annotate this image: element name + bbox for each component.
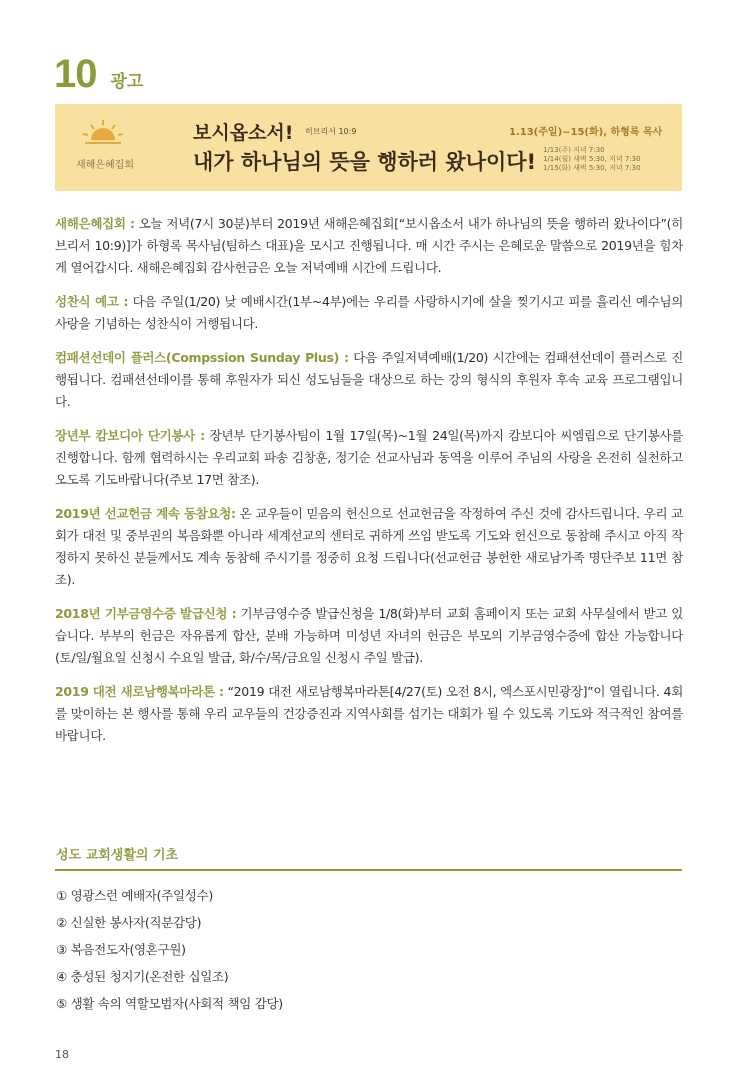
list-item: ⑤ 생활 속의 역할모범자(사회적 책임 감당) bbox=[56, 996, 283, 1011]
notice-item bbox=[55, 213, 683, 279]
notice-item bbox=[55, 503, 683, 591]
list-item: ④ 충성된 청지기(온전한 십일조) bbox=[56, 969, 229, 984]
banner-verse: 히브리서 10:9 bbox=[305, 127, 357, 136]
notice-item bbox=[55, 291, 683, 335]
revival-banner bbox=[55, 104, 682, 191]
divider bbox=[55, 869, 682, 871]
list-item: ② 신실한 봉사자(직분감당) bbox=[56, 915, 202, 930]
section-number: 10 bbox=[54, 52, 97, 96]
banner-headline-1: 보시옵소서! bbox=[193, 122, 294, 144]
section-title: 광고 bbox=[110, 72, 144, 92]
basics-title: 성도 교회생활의 기초 bbox=[56, 848, 179, 863]
list-item: ① 영광스런 예배자(주일성수) bbox=[56, 888, 213, 903]
notice-body: 장년부 단기봉사팀이 1월 17일(목)~1월 24일(목)까지 캄보디아 씨엠립으로 단기봉사를 진행합니다. 함께 협력하시는 우리교회 파송 김창훈, 정기순 선교사님과 동역을 이루어 주님의 사랑을 온전히 실천하고 오도록 기도바랍니다(주보 17면 참조). bbox=[55, 428, 683, 487]
notice-body: 다음 주일저녁예배(1/20) 시간에는 컴패션선데이 플러스로 진행됩니다. 컴패션선데이를 통해 후원자가 되신 성도님들을 대상으로 하는 강의 형식의 후원자 후속 교육 프로그램입니다. bbox=[55, 350, 683, 409]
notice-item bbox=[55, 681, 683, 747]
banner-org: 새해은혜집회 bbox=[76, 160, 134, 171]
list-item: ③ 복음전도자(영혼구원) bbox=[56, 942, 186, 957]
schedule-line: 1/15(화) 새벽 5:30, 저녁 7:30 bbox=[543, 164, 641, 172]
sunrise-icon bbox=[83, 120, 123, 148]
page-number: 18 bbox=[55, 1048, 69, 1061]
schedule-line: 1/13(주) 저녁 7:30 bbox=[543, 146, 605, 154]
basics-list bbox=[56, 882, 283, 1017]
banner-schedule bbox=[543, 146, 641, 173]
notice-body: 온 교우들이 믿음의 헌신으로 선교헌금을 작정하여 주신 것에 감사드립니다. 우리 교회가 대전 및 중부권의 복음화뿐 아니라 세계선교의 센터로 귀하게 쓰임 받도록 기도와 헌신으로 동참해 주시고 아직 작정하지 못하신 분들께서도 계속 동참해 주시기를 정중히 요청 드립니다(선교헌금 봉헌한 새로남가족 명단주보 11면 참조). bbox=[55, 506, 683, 587]
notice-item bbox=[55, 603, 683, 669]
notice-title: 컴패션선데이 플러스(Compssion Sunday Plus) : bbox=[55, 350, 349, 365]
notice-title: 2018년 기부금영수증 발급신청 : bbox=[55, 606, 237, 621]
banner-dates: 1.13(주일)~15(화), 하형록 목사 bbox=[509, 127, 663, 138]
notice-item bbox=[55, 347, 683, 413]
notice-title: 2019 대전 새로남행복마라톤 : bbox=[55, 684, 224, 699]
notice-item bbox=[55, 425, 683, 491]
notice-title: 성찬식 예고 : bbox=[55, 294, 129, 309]
notice-title: 장년부 캄보디아 단기봉사 : bbox=[55, 428, 205, 443]
notice-title: 2019년 선교헌금 계속 동참요청: bbox=[55, 506, 236, 521]
notice-title: 새해은혜집회 : bbox=[55, 216, 135, 231]
notice-body: 기부금영수증 발급신청을 1/8(화)부터 교회 홈페이지 또는 교회 사무실에서 받고 있습니다. 부부의 헌금은 자유롭게 합산, 분배 가능하며 미성년 자녀의 헌금은 부모의 기부금영수증에 합산 가능합니다(토/일/월요일 신청시 수요일 발급, 화/수/목/금요일 신청시 주일 발급). bbox=[55, 606, 683, 665]
banner-headline-2: 내가 하나님의 뜻을 행하러 왔나이다! bbox=[193, 150, 537, 174]
notice-body: 오늘 저녁(7시 30분)부터 2019년 새해은혜집회[“보시옵소서 내가 하나님의 뜻을 행하러 왔나이다”(히브리서 10:9)]가 하형록 목사님(팀하스 대표)을 모시고 진행됩니다. 매 시간 주시는 은혜로운 말씀으로 2019년을 힘차게 열어갑시다. 새해은혜집회 감사헌금은 오늘 저녁예배 시간에 드립니다. bbox=[55, 216, 683, 275]
notice-body: “2019 대전 새로남행복마라톤[4/27(토) 오전 8시, 엑스포시민광장]”이 열립니다. 4회를 맞이하는 본 행사를 통해 우리 교우들의 건강증진과 지역사회를 섬기는 대회가 될 수 있도록 기도와 적극적인 참여를 바랍니다. bbox=[55, 684, 683, 743]
notice-list bbox=[55, 213, 683, 759]
schedule-line: 1/14(월) 새벽 5:30, 저녁 7:30 bbox=[543, 155, 641, 163]
notice-body: 다음 주일(1/20) 낮 예배시간(1부~4부)에는 우리를 사랑하시기에 살을 찢기시고 피를 흘리신 예수님의 사랑을 기념하는 성찬식이 거행됩니다. bbox=[55, 294, 683, 331]
page-header bbox=[54, 52, 143, 97]
